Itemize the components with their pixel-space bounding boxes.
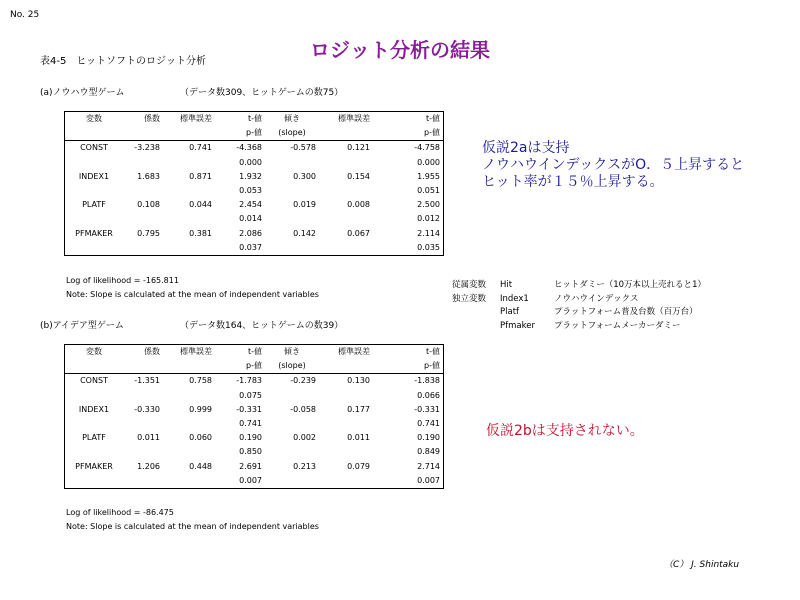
table-row-pvalue — [65, 417, 444, 431]
hypothesis-a-line1: 仮説2aは支持 — [482, 140, 570, 156]
cell-se: 0.999 — [189, 404, 212, 414]
header-t2: t-値 — [425, 347, 440, 356]
cell-se: 0.758 — [189, 376, 212, 386]
header-slope: 傾き — [284, 114, 300, 123]
cell-empty — [319, 212, 373, 226]
cell-empty — [265, 184, 319, 198]
cell-empty — [65, 474, 124, 489]
cell-empty — [163, 184, 215, 198]
header-p: p-値 — [215, 126, 265, 141]
cell-empty — [163, 212, 215, 226]
table-row — [65, 431, 444, 445]
cell-coef: 0.011 — [137, 433, 160, 443]
cell-empty — [65, 417, 124, 431]
cell-empty — [163, 474, 215, 489]
cell-coef: 0.795 — [137, 228, 160, 238]
cell-slope: 0.019 — [293, 200, 316, 210]
cell-empty — [123, 212, 163, 226]
cell-p: 0.007 — [239, 475, 262, 485]
cell-t2: 0.190 — [417, 433, 440, 443]
cell-var: PLATF — [82, 200, 106, 210]
legend-row — [452, 279, 706, 293]
page-title-text: ロジット分析の結果 — [310, 38, 490, 62]
table-row-pvalue — [65, 474, 444, 489]
section-a-title: (a)ノウハウ型ゲーム — [40, 88, 125, 98]
cell-coef: 0.108 — [137, 200, 160, 210]
cell-p: 0.053 — [239, 186, 262, 196]
cell-var: INDEX1 — [78, 404, 110, 414]
cell-empty — [65, 389, 124, 403]
hypothesis-b: 仮説2bは支持されない。 — [486, 423, 644, 439]
cell-empty — [319, 184, 373, 198]
table-row-pvalue — [65, 389, 444, 403]
hypothesis-a — [482, 140, 744, 191]
legend-key: Hit — [500, 280, 513, 290]
cell-se: 0.871 — [189, 171, 212, 181]
cell-empty — [265, 156, 319, 170]
cell-empty — [123, 184, 163, 198]
results-table-b — [64, 344, 444, 489]
loglik-a: Log of likelihood = -165.811 — [66, 276, 179, 285]
table-row — [65, 460, 444, 474]
table-row — [65, 227, 444, 241]
table-row-pvalue — [65, 241, 444, 256]
cell-se2: 0.079 — [347, 461, 370, 471]
note-a: Note: Slope is calculated at the mean of independent variables — [66, 290, 319, 299]
header-se: 標準誤差 — [180, 114, 212, 123]
legend-group: 従属変数 — [452, 280, 487, 290]
cell-t: 0.190 — [239, 433, 262, 443]
cell-p: 0.000 — [239, 157, 262, 167]
table-row — [65, 141, 444, 156]
cell-empty — [265, 212, 319, 226]
cell-empty — [163, 156, 215, 170]
cell-slope: 0.142 — [293, 228, 316, 238]
table-row — [65, 170, 444, 184]
cell-t2: 2.500 — [417, 200, 440, 210]
cell-empty — [123, 241, 163, 256]
cell-var: PFMAKER — [75, 228, 113, 238]
table-row — [65, 198, 444, 212]
cell-se: 0.448 — [189, 461, 212, 471]
table-row-pvalue — [65, 445, 444, 459]
header-t: t-値 — [247, 114, 262, 123]
header-var: 変数 — [86, 347, 102, 356]
cell-p2: 0.849 — [417, 447, 440, 457]
cell-empty — [319, 417, 373, 431]
cell-empty — [265, 389, 319, 403]
legend-row — [452, 293, 706, 307]
section-a-subtitle: （データ数309、ヒットゲームの数75） — [180, 88, 344, 98]
header-slope-paren: (slope) — [265, 359, 319, 374]
cell-t2: 1.955 — [417, 171, 440, 181]
legend-key: Index1 — [500, 293, 529, 304]
cell-se2: 0.008 — [347, 200, 370, 210]
cell-t2: 2.114 — [417, 228, 440, 238]
header-var: 変数 — [86, 114, 102, 123]
cell-empty — [319, 156, 373, 170]
table-caption: 表4-5 ヒットソフトのロジット分析 — [40, 56, 207, 67]
legend-group: 独立変数 — [452, 293, 487, 304]
header-p: p-値 — [215, 359, 265, 374]
legend-row — [452, 306, 706, 320]
cell-empty — [319, 389, 373, 403]
cell-empty — [123, 474, 163, 489]
legend-desc: ノウハウインデックス — [554, 293, 639, 304]
cell-empty — [163, 241, 215, 256]
cell-slope: -0.578 — [290, 143, 316, 153]
cell-empty — [65, 241, 124, 256]
cell-empty — [319, 445, 373, 459]
cell-se2: 0.011 — [347, 433, 370, 443]
header-p2: p-値 — [373, 126, 444, 141]
header-se2: 標準誤差 — [338, 347, 370, 356]
cell-t2: -4.758 — [414, 143, 440, 153]
cell-slope: 0.300 — [293, 171, 316, 181]
legend-desc: ヒットダミー（10万本以上売れると1） — [554, 280, 706, 290]
cell-empty — [265, 241, 319, 256]
table-row-pvalue — [65, 212, 444, 226]
cell-slope: -0.058 — [290, 404, 316, 414]
cell-empty — [319, 241, 373, 256]
cell-t2: 2.714 — [417, 461, 440, 471]
cell-var: CONST — [80, 143, 108, 153]
cell-empty — [265, 474, 319, 489]
cell-coef: -0.330 — [134, 404, 160, 414]
table-row-pvalue — [65, 156, 444, 170]
cell-var: PLATF — [82, 433, 106, 443]
cell-empty — [265, 445, 319, 459]
note-b: Note: Slope is calculated at the mean of independent variables — [66, 522, 319, 531]
cell-t2: -1.838 — [414, 376, 440, 386]
cell-p2: 0.066 — [417, 390, 440, 400]
header-slope: 傾き — [284, 347, 300, 356]
slide-number: No. 25 — [10, 10, 40, 20]
header-t: t-値 — [247, 347, 262, 356]
hypothesis-a-line2: ノウハウインデックスがO．５上昇すると — [482, 157, 745, 173]
table-row-pvalue — [65, 184, 444, 198]
cell-se: 0.381 — [189, 228, 212, 238]
header-se2: 標準誤差 — [338, 114, 370, 123]
cell-se: 0.044 — [189, 200, 212, 210]
section-b-subtitle: （データ数164、ヒットゲームの数39） — [180, 321, 344, 331]
table-row — [65, 374, 444, 389]
cell-empty — [123, 156, 163, 170]
header-se: 標準誤差 — [180, 347, 212, 356]
cell-se2: 0.121 — [347, 143, 370, 153]
cell-t: 1.932 — [239, 171, 262, 181]
cell-p2: 0.007 — [417, 475, 440, 485]
cell-t: -0.331 — [236, 404, 262, 414]
cell-empty — [163, 417, 215, 431]
header-t2: t-値 — [425, 114, 440, 123]
cell-p2: 0.741 — [417, 419, 440, 429]
cell-empty — [265, 417, 319, 431]
cell-t: -1.783 — [236, 376, 262, 386]
copyright: （C） J. Shintaku — [664, 560, 740, 570]
cell-p: 0.075 — [239, 390, 262, 400]
table-row — [65, 403, 444, 417]
header-coef: 係数 — [144, 114, 160, 123]
header-p2: p-値 — [373, 359, 444, 374]
cell-slope: 0.213 — [293, 461, 316, 471]
header-coef: 係数 — [144, 347, 160, 356]
cell-empty — [319, 474, 373, 489]
cell-coef: -1.351 — [134, 376, 160, 386]
cell-empty — [123, 417, 163, 431]
cell-coef: 1.683 — [137, 171, 160, 181]
legend-desc: プラットフォーム普及台数（百万台） — [554, 307, 698, 317]
cell-empty — [65, 184, 124, 198]
cell-slope: -0.239 — [290, 376, 316, 386]
legend-desc: プラットフォームメーカーダミー — [554, 320, 681, 331]
cell-empty — [163, 445, 215, 459]
results-table-a — [64, 111, 444, 256]
section-b-title: (b)アイデア型ゲーム — [40, 321, 124, 331]
cell-p2: 0.035 — [417, 242, 440, 252]
cell-p: 0.741 — [239, 419, 262, 429]
legend-key: Platf — [500, 307, 520, 317]
hypothesis-a-line3: ヒット率が１５％上昇する。 — [482, 174, 664, 190]
cell-se2: 0.154 — [347, 171, 370, 181]
cell-p2: 0.000 — [417, 157, 440, 167]
cell-empty — [65, 445, 124, 459]
variable-legend — [452, 279, 706, 333]
cell-coef: 1.206 — [137, 461, 160, 471]
cell-p: 0.037 — [239, 242, 262, 252]
cell-empty — [65, 212, 124, 226]
legend-row — [452, 320, 706, 334]
cell-p: 0.014 — [239, 214, 262, 224]
cell-coef: -3.238 — [134, 143, 160, 153]
header-slope-paren: (slope) — [265, 126, 319, 141]
cell-se2: 0.067 — [347, 228, 370, 238]
cell-empty — [123, 445, 163, 459]
cell-var: PFMAKER — [75, 461, 113, 471]
cell-p: 0.850 — [239, 447, 262, 457]
cell-se2: 0.130 — [347, 376, 370, 386]
cell-empty — [123, 389, 163, 403]
cell-t: 2.454 — [239, 200, 262, 210]
cell-se2: 0.177 — [347, 404, 370, 414]
cell-empty — [163, 389, 215, 403]
cell-var: CONST — [80, 376, 108, 386]
cell-empty — [65, 156, 124, 170]
cell-se: 0.060 — [189, 433, 212, 443]
cell-t: 2.691 — [239, 461, 262, 471]
cell-t: 2.086 — [239, 228, 262, 238]
cell-p2: 0.012 — [417, 214, 440, 224]
legend-key: Pfmaker — [500, 320, 535, 331]
cell-var: INDEX1 — [78, 171, 110, 181]
loglik-b: Log of likelihood = -86.475 — [66, 508, 174, 517]
cell-p2: 0.051 — [417, 186, 440, 196]
cell-se: 0.741 — [189, 143, 212, 153]
cell-slope: 0.002 — [293, 433, 316, 443]
cell-t2: -0.331 — [414, 404, 440, 414]
cell-t: -4.368 — [236, 143, 262, 153]
